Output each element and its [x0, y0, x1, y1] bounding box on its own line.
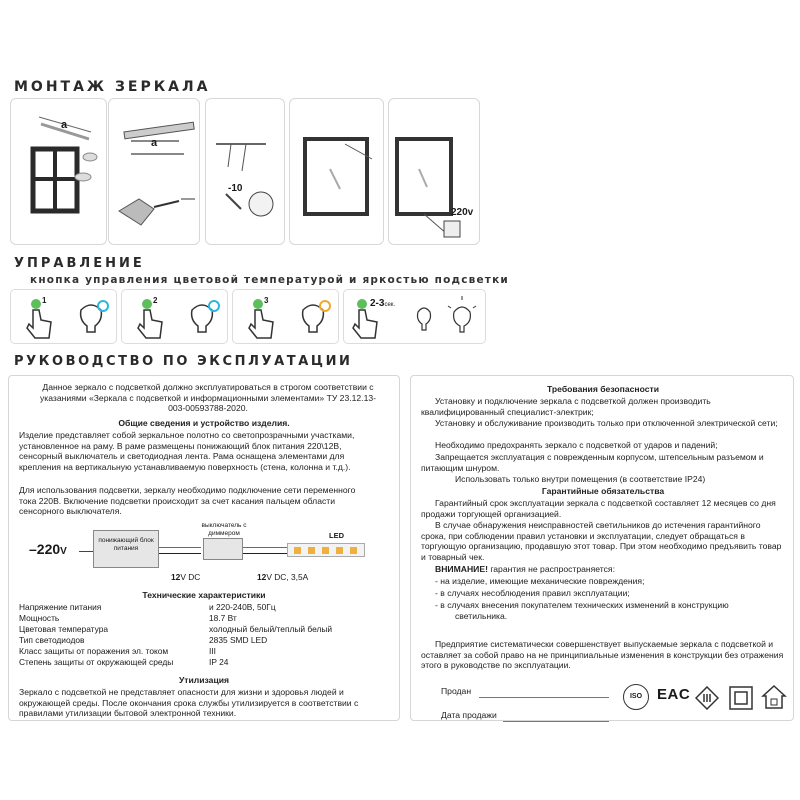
- led-strip: [287, 543, 365, 557]
- mount-title: МОНТАЖ ЗЕРКАЛА: [14, 79, 211, 95]
- control-step-4-tile: [343, 289, 486, 344]
- specs-table: [19, 602, 399, 668]
- manual-left-panel: [8, 375, 400, 721]
- sale-date-label: Дата продажи: [441, 710, 497, 720]
- spec-row: [19, 624, 399, 634]
- dc-wire-red: [159, 547, 201, 548]
- exclusion-item: - в случаях внесения покупателем технических изменений в конструкцию: [435, 600, 729, 610]
- safety-item: Установку и обслуживание производить только при отключенной электрической сети;: [435, 418, 778, 428]
- control-subtitle: кнопка управления цветовой температурой и яркостью подсветки: [30, 274, 509, 286]
- mount-step-5-tile: [388, 98, 480, 245]
- warranty-text-2: В случае обнаружения неисправностей светильников до истечения гарантийного срока, при соблюдении правил установки и эксплуатации, следует обращаться в торгующую организацию, продавшую этот товар. При этом необходимо предъявить товар и товарный чек.: [421, 520, 782, 562]
- bright-bulb-icon: [454, 307, 471, 332]
- switch-label: выключатель с диммером: [201, 522, 247, 537]
- drill-depth-label: -10: [228, 183, 243, 194]
- spec-value: 2835 SMD LED: [209, 635, 268, 645]
- diagram-voltage-unit: V: [60, 546, 67, 557]
- attention-line: [435, 564, 785, 575]
- mount-voltage-label: 220v: [451, 207, 474, 218]
- spec-key: Напряжение питания: [19, 602, 102, 612]
- hold-dimmer-illustration: [344, 290, 487, 345]
- led-wire-black: [243, 553, 287, 554]
- spec-row: [19, 657, 399, 667]
- disposal-text: Зеркало с подсветкой не представляет опасности для жизни и здоровья людей и окружающей среды. После окончания срока службы утилизируется в соответствии с правилами утилизации бытовой электронной техники.: [19, 687, 359, 719]
- spec-key: Цветовая температура: [19, 624, 109, 634]
- touch-hand-icon: [122, 290, 229, 345]
- spec-row: [19, 646, 399, 656]
- usage-text: Для использования подсветки, зеркалу необходимо подключение сети переменного тока 220В. Включение подсветки происходит за счет касания пальцем области сенсорного выключателя.: [19, 485, 356, 517]
- mirror-connect-illustration: [389, 99, 480, 245]
- spec-row: [19, 613, 399, 623]
- window-mount-illustration: [11, 99, 107, 245]
- ac-wire: [79, 551, 93, 552]
- spec-row: [19, 635, 399, 645]
- safety-item: Необходимо предохранять зеркало с подсветкой от ударов и падений;: [435, 440, 718, 450]
- spec-key: Класс защиты от поражения эл. током: [19, 646, 169, 656]
- dc-wire-black: [159, 553, 201, 554]
- control-step-1-tile: [10, 289, 117, 344]
- spec-value: IP 24: [209, 657, 229, 667]
- dc-output-1-value: 12: [171, 572, 181, 582]
- mount-label-a2: a: [151, 137, 158, 149]
- iso-cert-label: ISO: [629, 693, 643, 700]
- exclusion-item: - на изделие, имеющие механические повреждения;: [435, 576, 645, 586]
- mount-step-3-tile: [205, 98, 285, 245]
- general-info-title: Общие сведения и устройство изделия.: [118, 418, 290, 428]
- manual-right-panel: [410, 375, 794, 721]
- led-strip-chips: [288, 544, 366, 558]
- control-step-2-number: 2: [153, 296, 158, 305]
- screw-mount-illustration: [206, 99, 285, 245]
- double-insulation-icon: [729, 686, 753, 710]
- spec-key: Тип светодиодов: [19, 635, 85, 645]
- dc-output-2: [257, 572, 308, 582]
- safety-title: Требования безопасности: [547, 384, 659, 394]
- mirror-hang-illustration: [290, 99, 384, 245]
- dc-output-2-unit: V DC, 3,5A: [266, 572, 309, 582]
- cold-light-icon: [98, 301, 108, 311]
- safety-item: Установку и подключение зеркала с подсветкой должен производить квалифицированный специалист-электрик;: [421, 396, 711, 417]
- class-iii-icon: [695, 686, 719, 710]
- wiring-diagram: [9, 514, 401, 586]
- safety-item: Запрещается эксплуатация с поврежденным корпусом, штепсельным разъемом и питающим шнуром.: [421, 452, 764, 473]
- indoor-use-icon: [761, 684, 787, 710]
- exclusion-continuation: светильника.: [455, 611, 508, 621]
- mount-step-4-tile: [289, 98, 384, 245]
- level-drill-illustration: [109, 99, 200, 245]
- mount-step-1-tile: [10, 98, 107, 245]
- control-step-3-tile: [232, 289, 339, 344]
- diagram-voltage-value: 220: [36, 541, 61, 557]
- warm-light-icon: [320, 301, 330, 311]
- mount-label-a1: a: [61, 119, 68, 131]
- disposal-title: Утилизация: [178, 675, 230, 685]
- footer-note: Предприятие систематически совершенствует выпускаемые зеркала с подсветкой и оставляет за собой право на не принципиальные изменения в конструкции без отражения этого в руководстве по эксплуатации.: [421, 639, 784, 671]
- spec-value: и 220-240В, 50Гц: [209, 602, 276, 612]
- cold-light-icon: [209, 301, 219, 311]
- safety-item: Использовать только внутри помещения (в соответствие IP24): [455, 474, 706, 484]
- sold-signature-line: [479, 697, 609, 698]
- touch-hand-icon: [233, 290, 340, 345]
- spec-key: Мощность: [19, 613, 60, 623]
- attention-text: гарантия не распространяется:: [487, 564, 615, 574]
- hold-duration-label: [370, 298, 395, 309]
- control-title: УПРАВЛЕНИЕ: [14, 256, 145, 271]
- spec-key: Степень защиты от окружающей среды: [19, 657, 174, 667]
- exclusion-item: - в случаях несоблюдения правил эксплуатации;: [435, 588, 630, 598]
- control-step-1-number: 1: [42, 296, 47, 305]
- sale-date-line: [503, 721, 609, 722]
- dim-bulb-icon: [418, 308, 431, 330]
- control-step-3-number: 3: [264, 296, 269, 305]
- spec-value: 18.7 Вт: [209, 613, 237, 623]
- psu-label: понижающий блок питания: [98, 537, 154, 552]
- sold-label: Продан: [441, 686, 472, 696]
- mount-step-2-tile: [108, 98, 200, 245]
- control-step-2-tile: [121, 289, 228, 344]
- diagram-voltage: –220V: [29, 541, 67, 557]
- led-wire-red: [243, 547, 287, 548]
- general-info-text: Изделие представляет собой зеркальное полотно со светопрозрачными участками, установленное на раму. В раме размещены понижающий блок питания 220\12В, сенсорный выключатель и светодиодная лента. Рама оснащена элементами для крепления на вертикальную устанавливаемую поверхность (стена, колонна и т.д.).: [19, 430, 355, 472]
- spec-row: [19, 602, 399, 612]
- led-label: LED: [329, 531, 344, 540]
- specs-title: Технические характеристики: [142, 590, 266, 600]
- warranty-title: Гарантийные обязательства: [541, 486, 665, 496]
- manual-title: РУКОВОДСТВО ПО ЭКСПЛУАТАЦИИ: [14, 354, 353, 369]
- dc-output-1-unit: V DC: [180, 572, 201, 582]
- hold-duration-unit: сек.: [384, 302, 396, 308]
- dc-output-2-value: 12: [257, 572, 267, 582]
- psu-box: [93, 530, 159, 568]
- iso-cert-icon: [623, 684, 649, 710]
- hold-duration-value: 2-3: [370, 298, 385, 309]
- eac-cert-icon: EAC: [657, 686, 691, 703]
- touch-hand-icon: [11, 290, 118, 345]
- intro-text: Данное зеркало с подсветкой должно эксплуатироваться в строгом соответствии с указаниями «Зеркала с подсветкой и информационными элементами» ТУ 23.12.13-003-00593788-2020.: [40, 382, 376, 414]
- warranty-text-1: Гарантийный срок эксплуатации зеркала с подсветкой составляет 12 месяцев со дня продажи торгующей организацией.: [421, 498, 776, 519]
- dc-output-1: [171, 572, 200, 582]
- spec-value: III: [209, 646, 216, 656]
- attention-title: ВНИМАНИЕ!: [435, 564, 488, 574]
- dimmer-switch-box: [203, 538, 243, 560]
- spec-value: холодный белый/теплый белый: [209, 624, 333, 634]
